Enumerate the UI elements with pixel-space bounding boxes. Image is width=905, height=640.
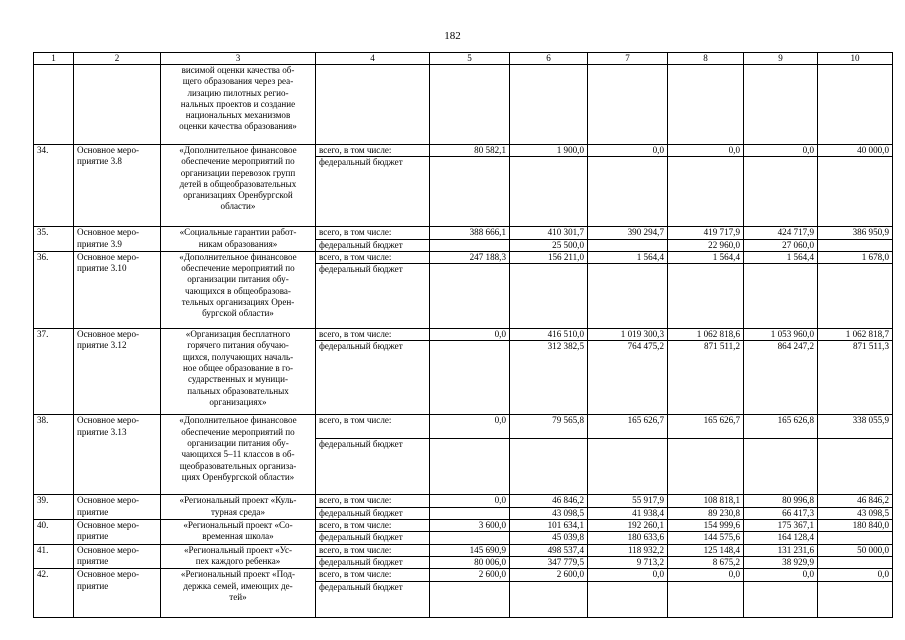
row-number: 35.	[34, 227, 74, 252]
amount-cell: 22 960,0	[668, 239, 744, 251]
amount-cell: 0,0	[588, 569, 668, 581]
event-type: Основное меро- приятие 3.13	[74, 415, 161, 495]
table-row	[34, 495, 893, 507]
amount-cell: 1 564,4	[668, 251, 744, 263]
amount-cell: 165 626,7	[668, 415, 744, 439]
amount-cell: 164 128,4	[744, 532, 818, 544]
amount-cell	[668, 264, 744, 329]
amount-cell: 125 148,4	[668, 544, 744, 556]
amount-cell	[818, 532, 893, 544]
column-header: 5	[430, 53, 510, 65]
amount-cell: 1 900,0	[510, 145, 588, 157]
amount-cell	[430, 507, 510, 519]
page-number: 182	[444, 30, 461, 42]
amount-cell: 1 062 818,6	[668, 329, 744, 341]
amount-cell	[744, 581, 818, 617]
table-row	[34, 544, 893, 556]
row-number: 40.	[34, 520, 74, 545]
event-name: «Дополнительное финансовое обеспечение мероприятий по организации питания обу- чающихся в общеобразова- тельных организациях Орен- бургской области»	[161, 251, 316, 328]
amount-cell	[430, 264, 510, 329]
table-row	[34, 251, 893, 263]
amount-cell	[588, 581, 668, 617]
event-type: Основное меро- приятие	[74, 569, 161, 617]
funding-source-label: федеральный бюджет	[316, 556, 430, 568]
event-name: «Региональный проект «Куль- турная среда»	[161, 495, 316, 520]
amount-cell: 38 929,9	[744, 556, 818, 568]
column-header: 9	[744, 53, 818, 65]
amount-cell: 131 231,6	[744, 544, 818, 556]
event-type: Основное меро- приятие	[74, 520, 161, 545]
amount-cell: 871 511,3	[818, 341, 893, 415]
funding-source-label: всего, в том числе:	[316, 569, 430, 581]
amount-cell	[744, 439, 818, 495]
funding-source-label: всего, в том числе:	[316, 495, 430, 507]
table-row	[34, 329, 893, 341]
row-number: 34.	[34, 145, 74, 227]
event-name: «Дополнительное финансовое обеспечение мероприятий по организации питания обу- чающихся 5–11 классов в об- щеобразовательных организа- циях Оренбургской области»	[161, 415, 316, 495]
amount-cell	[744, 264, 818, 329]
amount-cell	[430, 439, 510, 495]
amount-cell: 1 564,4	[744, 251, 818, 263]
funding-source-label: всего, в том числе:	[316, 415, 430, 439]
amount-cell	[430, 239, 510, 251]
amount-cell: 27 060,0	[744, 239, 818, 251]
funding-source-label: всего, в том числе:	[316, 227, 430, 239]
row-number: 36.	[34, 251, 74, 328]
amount-cell: 1 019 300,3	[588, 329, 668, 341]
table-row	[34, 415, 893, 439]
funding-source-label: всего, в том числе:	[316, 544, 430, 556]
continuation-row	[34, 65, 893, 145]
amount-cell: 247 188,3	[430, 251, 510, 263]
amount-cell	[668, 439, 744, 495]
amount-cell: 66 417,3	[744, 507, 818, 519]
funding-source-label: всего, в том числе:	[316, 329, 430, 341]
amount-cell: 0,0	[430, 329, 510, 341]
amount-cell: 180 633,6	[588, 532, 668, 544]
event-type: Основное меро- приятие 3.8	[74, 145, 161, 227]
amount-cell	[818, 157, 893, 227]
amount-cell	[668, 581, 744, 617]
amount-cell	[818, 556, 893, 568]
amount-cell: 1 678,0	[818, 251, 893, 263]
column-header: 2	[74, 53, 161, 65]
amount-cell: 1 062 818,7	[818, 329, 893, 341]
amount-cell: 764 475,2	[588, 341, 668, 415]
amount-cell: 80 006,0	[430, 556, 510, 568]
event-type: Основное меро- приятие 3.10	[74, 251, 161, 328]
amount-cell: 79 565,8	[510, 415, 588, 439]
amount-cell: 8 675,2	[668, 556, 744, 568]
amount-cell: 0,0	[668, 569, 744, 581]
event-name: «Региональный проект «Ус- пех каждого ребенка»	[161, 544, 316, 569]
amount-cell	[588, 239, 668, 251]
amount-cell: 3 600,0	[430, 520, 510, 532]
amount-cell: 338 055,9	[818, 415, 893, 439]
amount-cell: 46 846,2	[510, 495, 588, 507]
column-header: 4	[316, 53, 430, 65]
amount-cell: 41 938,4	[588, 507, 668, 519]
amount-cell: 101 634,1	[510, 520, 588, 532]
row-number: 37.	[34, 329, 74, 415]
funding-source-label: федеральный бюджет	[316, 507, 430, 519]
funding-source-label: всего, в том числе:	[316, 251, 430, 263]
amount-cell: 2 600,0	[430, 569, 510, 581]
amount-cell: 388 666,1	[430, 227, 510, 239]
event-type: Основное меро- приятие	[74, 495, 161, 520]
amount-cell	[510, 439, 588, 495]
table-row	[34, 569, 893, 581]
amount-cell: 0,0	[818, 569, 893, 581]
amount-cell	[510, 157, 588, 227]
amount-cell: 108 818,1	[668, 495, 744, 507]
amount-cell: 80 582,1	[430, 145, 510, 157]
amount-cell: 80 996,8	[744, 495, 818, 507]
amount-cell	[818, 239, 893, 251]
amount-cell: 192 260,1	[588, 520, 668, 532]
amount-cell: 144 575,6	[668, 532, 744, 544]
program-table	[33, 52, 893, 618]
amount-cell: 0,0	[744, 145, 818, 157]
amount-cell: 0,0	[430, 415, 510, 439]
amount-cell: 175 367,1	[744, 520, 818, 532]
amount-cell: 410 301,7	[510, 227, 588, 239]
amount-cell	[588, 439, 668, 495]
amount-cell: 156 211,0	[510, 251, 588, 263]
column-header: 8	[668, 53, 744, 65]
amount-cell: 25 500,0	[510, 239, 588, 251]
amount-cell: 424 717,9	[744, 227, 818, 239]
row-number: 39.	[34, 495, 74, 520]
row-number: 38.	[34, 415, 74, 495]
amount-cell: 1 053 960,0	[744, 329, 818, 341]
amount-cell	[430, 157, 510, 227]
amount-cell: 0,0	[668, 145, 744, 157]
event-type: Основное меро- приятие	[74, 544, 161, 569]
event-name: «Региональный проект «Со- временная школа»	[161, 520, 316, 545]
column-header: 10	[818, 53, 893, 65]
column-header: 7	[588, 53, 668, 65]
amount-cell	[818, 264, 893, 329]
table-row	[34, 520, 893, 532]
amount-cell: 416 510,0	[510, 329, 588, 341]
amount-cell: 347 779,5	[510, 556, 588, 568]
amount-cell: 871 511,2	[668, 341, 744, 415]
amount-cell	[510, 264, 588, 329]
amount-cell: 312 382,5	[510, 341, 588, 415]
header-row	[34, 53, 893, 65]
amount-cell: 180 840,0	[818, 520, 893, 532]
funding-source-label: федеральный бюджет	[316, 532, 430, 544]
funding-source-label: федеральный бюджет	[316, 239, 430, 251]
amount-cell: 0,0	[588, 145, 668, 157]
amount-cell: 45 039,8	[510, 532, 588, 544]
amount-cell: 165 626,8	[744, 415, 818, 439]
amount-cell: 165 626,7	[588, 415, 668, 439]
amount-cell	[510, 581, 588, 617]
amount-cell	[430, 341, 510, 415]
column-header: 1	[34, 53, 74, 65]
funding-source-label: федеральный бюджет	[316, 157, 430, 227]
event-type: Основное меро- приятие 3.12	[74, 329, 161, 415]
amount-cell: 43 098,5	[510, 507, 588, 519]
event-name: «Социальные гарантии работ- никам образования»	[161, 227, 316, 252]
amount-cell	[818, 581, 893, 617]
funding-source-label: федеральный бюджет	[316, 341, 430, 415]
event-name: «Региональный проект «Под- держка семей, имеющих де- тей»	[161, 569, 316, 617]
amount-cell: 46 846,2	[818, 495, 893, 507]
amount-cell: 419 717,9	[668, 227, 744, 239]
amount-cell	[430, 581, 510, 617]
amount-cell: 1 564,4	[588, 251, 668, 263]
column-header: 6	[510, 53, 588, 65]
continuation-text: висимой оценки качества об- щего образования через реа- лизацию пилотных регио- нальных проектов и создание национальных механизмов оценки качества образования»	[161, 65, 316, 145]
funding-source-label: всего, в том числе:	[316, 145, 430, 157]
amount-cell: 118 932,2	[588, 544, 668, 556]
amount-cell: 2 600,0	[510, 569, 588, 581]
amount-cell	[818, 439, 893, 495]
amount-cell: 864 247,2	[744, 341, 818, 415]
event-name: «Дополнительное финансовое обеспечение мероприятий по организации перевозок групп детей в общеобразовательных организациях Оренбургской области»	[161, 145, 316, 227]
event-name: «Организация бесплатного горячего питания обучаю- щихся, получающих началь- ное общее образование в го- сударственных и муници- пальных образовательных организациях»	[161, 329, 316, 415]
amount-cell: 89 230,8	[668, 507, 744, 519]
amount-cell: 390 294,7	[588, 227, 668, 239]
amount-cell	[588, 264, 668, 329]
amount-cell: 55 917,9	[588, 495, 668, 507]
funding-source-label: федеральный бюджет	[316, 439, 430, 495]
amount-cell: 9 713,2	[588, 556, 668, 568]
row-number: 42.	[34, 569, 74, 617]
column-header: 3	[161, 53, 316, 65]
funding-source-label: всего, в том числе:	[316, 520, 430, 532]
row-number: 41.	[34, 544, 74, 569]
amount-cell: 154 999,6	[668, 520, 744, 532]
amount-cell: 40 000,0	[818, 145, 893, 157]
funding-source-label: федеральный бюджет	[316, 581, 430, 617]
amount-cell: 0,0	[430, 495, 510, 507]
amount-cell: 0,0	[744, 569, 818, 581]
amount-cell: 498 537,4	[510, 544, 588, 556]
amount-cell	[744, 157, 818, 227]
table-row	[34, 227, 893, 239]
amount-cell	[668, 157, 744, 227]
amount-cell	[588, 157, 668, 227]
amount-cell: 43 098,5	[818, 507, 893, 519]
event-type: Основное меро- приятие 3.9	[74, 227, 161, 252]
amount-cell: 386 950,9	[818, 227, 893, 239]
table-row	[34, 145, 893, 157]
funding-source-label: федеральный бюджет	[316, 264, 430, 329]
amount-cell: 145 690,9	[430, 544, 510, 556]
amount-cell	[430, 532, 510, 544]
amount-cell: 50 000,0	[818, 544, 893, 556]
